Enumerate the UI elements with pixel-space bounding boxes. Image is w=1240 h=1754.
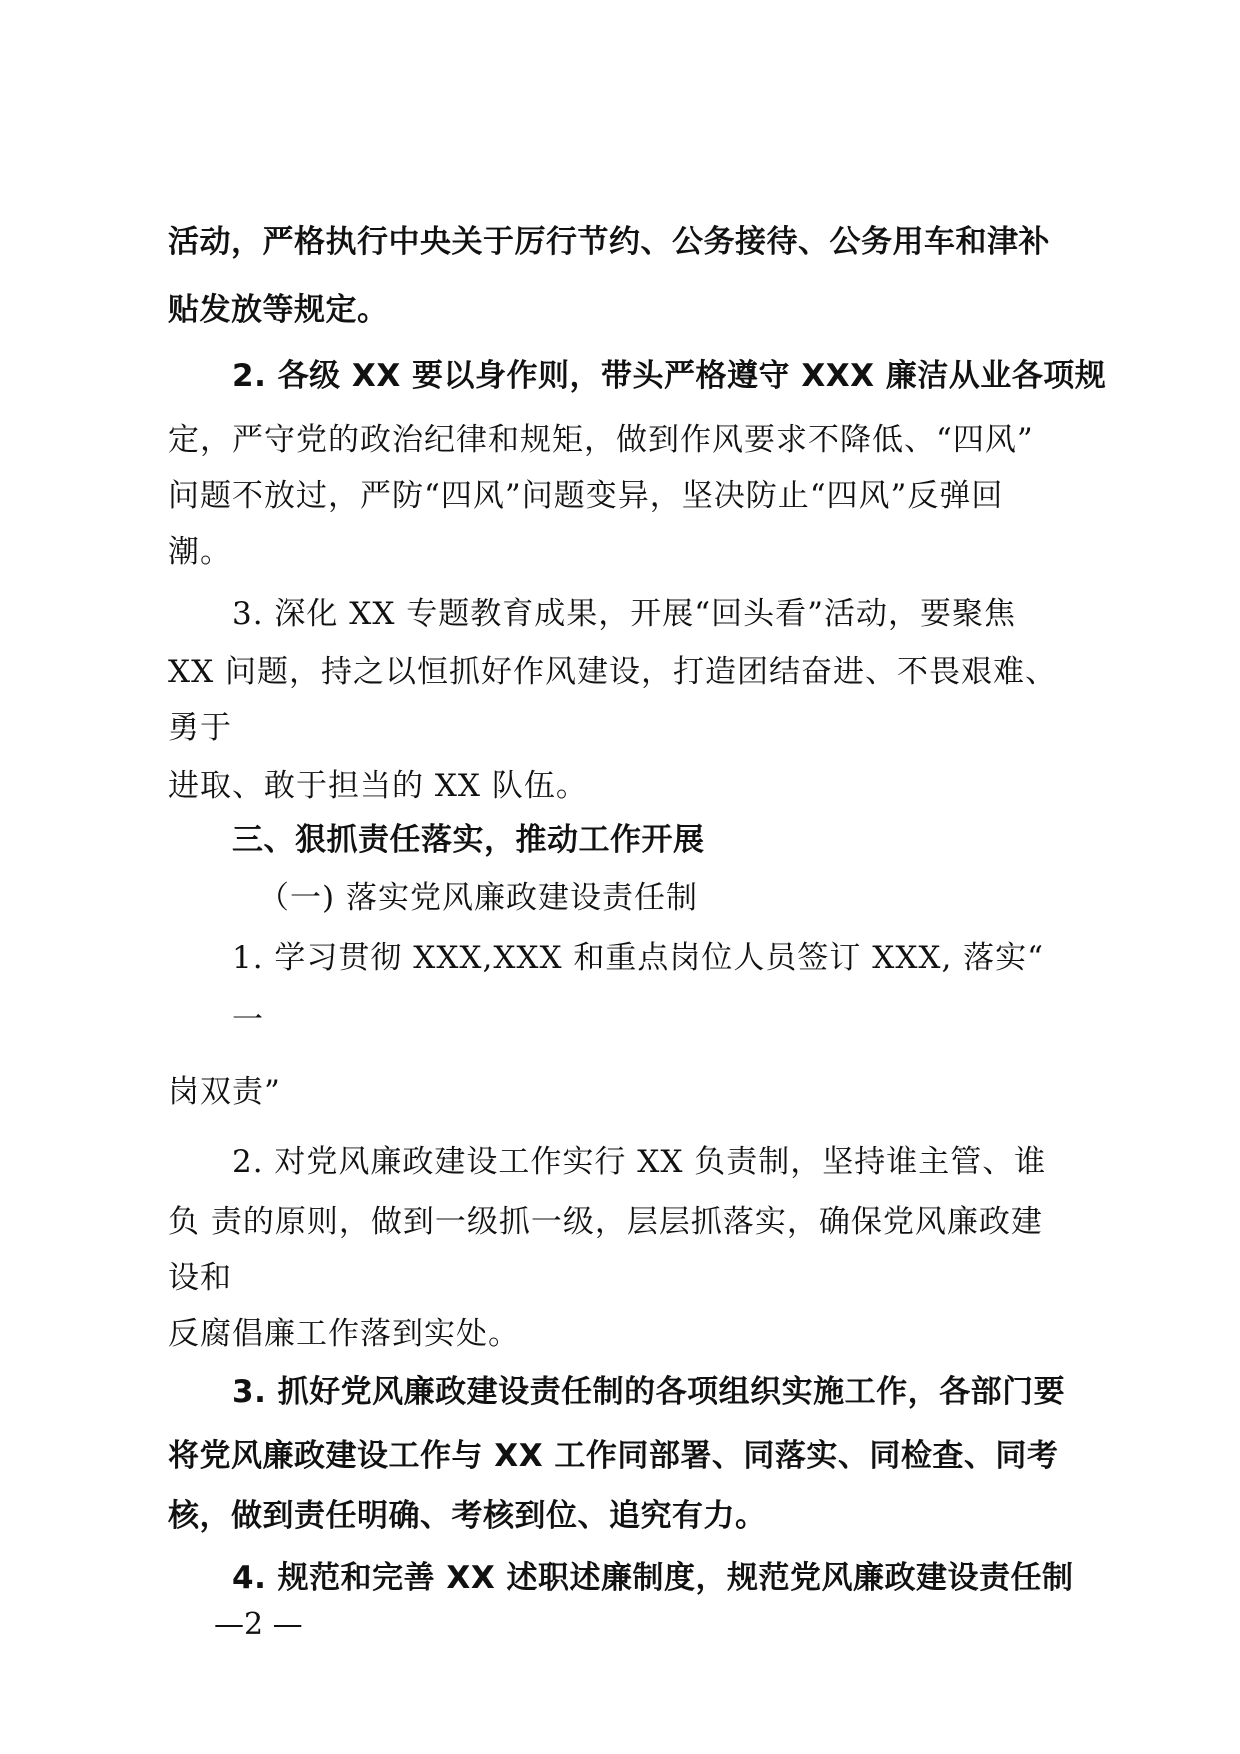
- text-line: 贴发放等规定。: [168, 292, 389, 328]
- text-line: 负 责的原则，做到一级抓一级，层层抓落实，确保党风廉政建: [168, 1204, 1043, 1240]
- text-line: 2. 各级 XX 要以身作则，带头严格遵守 XXX 廉洁从业各项规: [232, 358, 1107, 394]
- text-line: 定，严守党的政治纪律和规矩，做到作风要求不降低、“四风”: [168, 422, 1034, 458]
- text-line: 将党风廉政建设工作与 XX 工作同部署、同落实、同检查、同考: [168, 1438, 1059, 1474]
- text-line: 1. 学习贯彻 XXX,XXX 和重点岗位人员签订 XXX, 落实“: [232, 940, 1045, 976]
- text-line: 勇于: [168, 710, 232, 746]
- text-line: 活动，严格执行中央关于厉行节约、公务接待、公务用车和津补: [168, 224, 1050, 260]
- text-line: 2. 对党风廉政建设工作实行 XX 负责制，坚持谁主管、谁: [232, 1144, 1047, 1180]
- text-line: 进取、敢于担当的 XX 队伍。: [168, 768, 588, 804]
- text-line: 一: [232, 1002, 264, 1038]
- text-line: 3. 深化 XX 专题教育成果，开展“回头看”活动，要聚焦: [232, 596, 1016, 632]
- text-line: 问题不放过，严防“四风”问题变异，坚决防止“四风”反弹回: [168, 478, 1004, 514]
- text-line: 3. 抓好党风廉政建设责任制的各项组织实施工作，各部门要: [232, 1374, 1066, 1410]
- section-heading: 三、狠抓责任落实，推动工作开展: [232, 822, 705, 858]
- text-line: 反腐倡廉工作落到实处。: [168, 1316, 520, 1352]
- page-number: —2 —: [214, 1607, 303, 1642]
- text-line: 设和: [168, 1260, 232, 1296]
- text-line: 岗双责”: [168, 1074, 281, 1110]
- subsection-heading: （一) 落实党风廉政建设责任制: [258, 880, 698, 916]
- text-line: 4. 规范和完善 XX 述职述廉制度，规范党风廉政建设责任制: [232, 1560, 1074, 1596]
- text-line: 潮。: [168, 534, 232, 570]
- text-line: XX 问题，持之以恒抓好作风建设，打造团结奋进、不畏艰难、: [168, 654, 1057, 690]
- text-line: 核，做到责任明确、考核到位、追究有力。: [168, 1498, 767, 1534]
